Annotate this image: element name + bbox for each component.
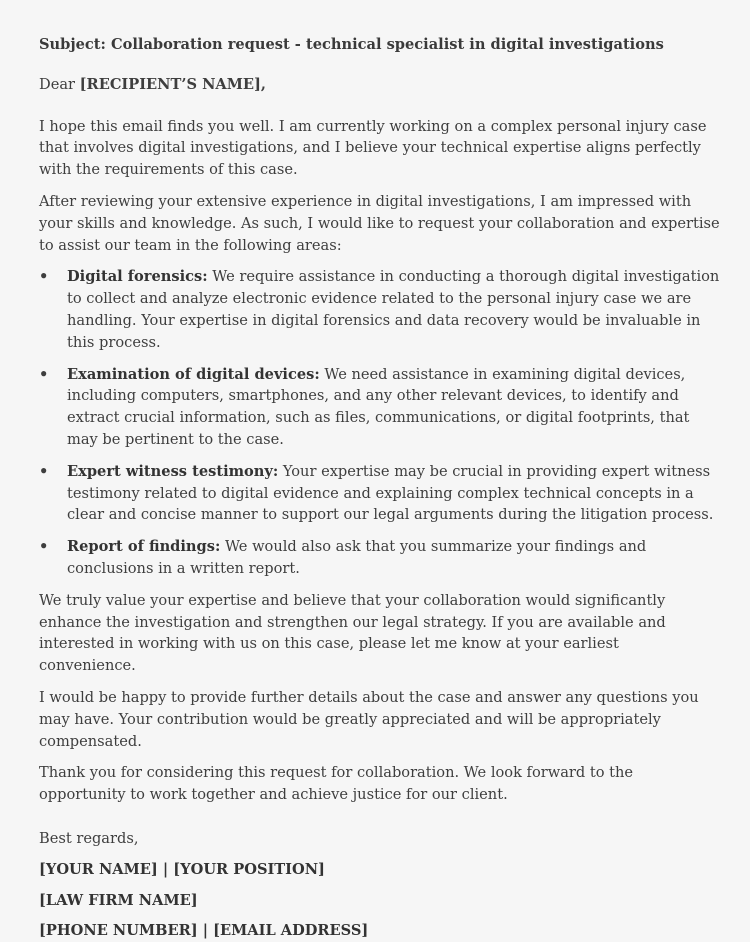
email-subject: Subject: Collaboration request - technical specialist in digital investigations bbox=[39, 36, 664, 53]
area-description: We require assistance in conducting a thorough digital investigation to collect and analyze electronic evidence related to the personal injury case we are handling. Your expertise in digital forensics and data recovery would be invaluable in this process. bbox=[67, 268, 720, 351]
bullet-icon: • bbox=[39, 268, 49, 286]
list-item bbox=[39, 461, 720, 526]
salutation bbox=[39, 74, 720, 96]
closing-paragraph: Thank you for considering this request for collaboration. We look forward to the opportunity to work together and achieve justice for our client. bbox=[39, 764, 634, 804]
bullet-icon: • bbox=[39, 365, 49, 383]
closing-paragraph: We truly value your expertise and believe that your collaboration would significantly enhance the investigation and strengthen our legal strategy. If you are available and interested in working with us on this case, please let me know at your earliest convenience. bbox=[39, 591, 666, 675]
area-term: Report of findings: bbox=[67, 538, 221, 556]
area-term: Examination of digital devices: bbox=[67, 365, 320, 383]
recipient-placeholder: [RECIPIENT’S NAME], bbox=[79, 75, 267, 93]
salutation-prefix: Dear bbox=[39, 75, 80, 93]
list-item bbox=[39, 266, 720, 353]
bullet-icon: • bbox=[39, 462, 49, 480]
list-item bbox=[39, 364, 720, 451]
sign-off: Best regards, bbox=[39, 829, 139, 847]
intro-paragraph: I hope this email finds you well. I am currently working on a complex personal injury case that involves digital investigations, and I believe your technical expertise aligns perfectly with the requirements of this case. bbox=[39, 117, 707, 179]
list-item bbox=[39, 536, 720, 580]
area-description: We would also ask that you summarize your findings and conclusions in a written report. bbox=[67, 538, 647, 577]
intro-paragraph: After reviewing your extensive experience in digital investigations, I am impressed with your skills and knowledge. As such, I would like to request your collaboration and expertise to assist our team in the following areas: bbox=[39, 192, 720, 254]
signature-name-position: [YOUR NAME] | [YOUR POSITION] bbox=[39, 860, 325, 878]
area-description: Your expertise may be crucial in providing expert witness testimony related to digital evidence and explaining complex technical concepts in a clear and concise manner to support our legal arguments during the litigation process. bbox=[67, 462, 714, 524]
closing-paragraph: I would be happy to provide further details about the case and answer any questions you may have. Your contribution would be greatly appreciated and will be appropriately compensated. bbox=[39, 688, 699, 750]
area-term: Digital forensics: bbox=[67, 268, 208, 286]
signature-contact: [PHONE NUMBER] | [EMAIL ADDRESS] bbox=[39, 922, 369, 940]
area-term: Expert witness testimony: bbox=[67, 462, 279, 480]
signature-firm: [LAW FIRM NAME] bbox=[39, 891, 198, 909]
collaboration-areas-list bbox=[39, 266, 720, 579]
area-description: We need assistance in examining digital devices, including computers, smartphones, and any other relevant devices, to identify and extract crucial information, such as files, communications, or digital footprints, that may be pertinent to the case. bbox=[67, 365, 690, 448]
bullet-icon: • bbox=[39, 538, 49, 556]
